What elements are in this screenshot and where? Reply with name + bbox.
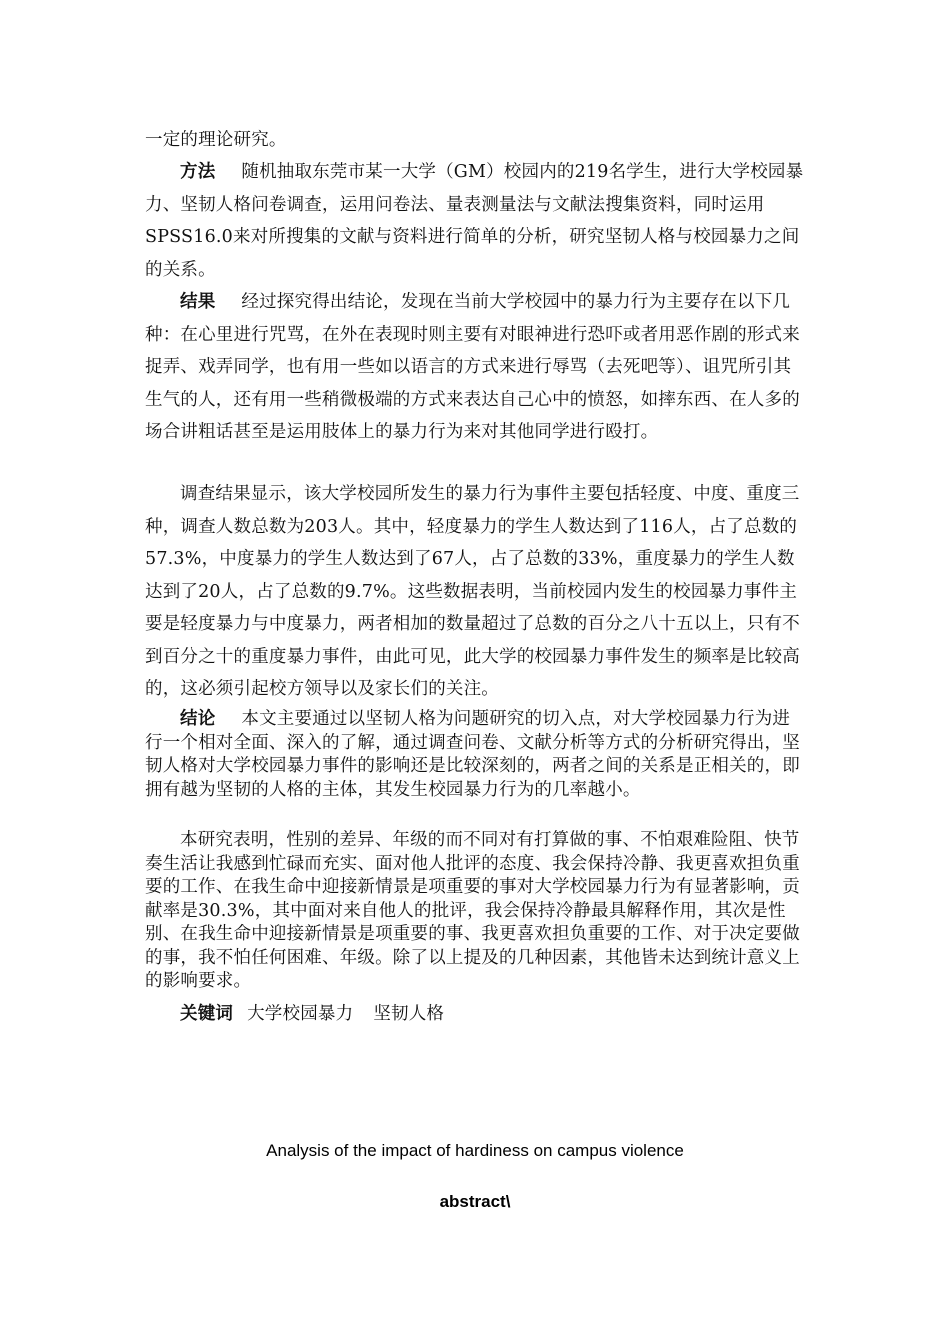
conclusion-text: 本文主要通过以坚韧人格为问题研究的切入点，对大学校园暴力行为进行一个相对全面、深入的了解，通过调查问卷、文献分析等方式的分析研究得出，坚韧人格对大学校园暴力事件的影响还是比较深刻的，两者之间的关系是正相关的，即拥有越为坚韧的人格的主体，其发生校园暴力行为的几率越小。 (145, 709, 800, 800)
continuation-text: 一定的理论研究。 (145, 130, 287, 150)
keywords-label: 关键词 (180, 1004, 234, 1024)
keyword-item: 坚韧人格 (373, 1004, 445, 1024)
survey-text: 调查结果显示，该大学校园所发生的暴力行为事件主要包括轻度、中度、重度三种，调查人数总数为203人。其中，轻度暴力的学生人数达到了116人，占了总数的57.3%，中度暴力的学生人数达到了67人，占了总数的33%，重度暴力的学生人数达到了20人，占了总数的9.7%。这些数据表明，当前校园内发生的校园暴力事件主要是轻度暴力与中度暴力，两者相加的数量超过了总数的百分之八十五以上，只有不到百分之十的重度暴力事件，由此可见，此大学的校园暴力事件发生的频率是比较高的，这必须引起校方领导以及家长们的关注。 (145, 484, 800, 699)
english-abstract-heading: abstract\ (439, 1192, 511, 1211)
continuation-paragraph (145, 124, 807, 157)
method-text: 随机抽取东莞市某一大学（GM）校园内的219名学生，进行大学校园暴力、坚韧人格问卷调查，运用问卷法、量表测量法与文献法搜集资料，同时运用SPSS16.0来对所搜集的文献与资料进行简单的分析，研究坚韧人格与校园暴力之间的关系。 (145, 162, 804, 280)
conclusion-label: 结论 (180, 709, 216, 729)
survey-paragraph (145, 478, 807, 706)
result-paragraph (145, 286, 807, 449)
conclusion-paragraph (145, 708, 807, 802)
findings-paragraph (145, 829, 807, 994)
keyword-item: 大学校园暴力 (247, 1004, 354, 1024)
keywords-line (145, 1003, 807, 1027)
english-title: Analysis of the impact of hardiness on campus violence (266, 1141, 684, 1160)
result-text: 经过探究得出结论，发现在当前大学校园中的暴力行为主要存在以下几种：在心里进行咒骂，在外在表现时则主要有对眼神进行恐吓或者用恶作剧的形式来捉弄、戏弄同学，也有用一些如以语言的方式来进行辱骂（去死吧等）、诅咒所引其生气的人，还有用一些稍微极端的方式来表达自己心中的愤怒，如摔东西、在人多的场合讲粗话甚至是运用肢体上的暴力行为来对其他同学进行殴打。 (145, 292, 800, 442)
method-paragraph (145, 156, 807, 286)
findings-text: 本研究表明，性别的差异、年级的而不同对有打算做的事、不怕艰难险阻、快节奏生活让我感到忙碌而充实、面对他人批评的态度、我会保持冷静、我更喜欢担负重要的工作、在我生命中迎接新情景是项重要的事对大学校园暴力行为有显著影响，贡献率是30.3%，其中面对来自他人的批评，我会保持冷静最具解释作用，其次是性别、在我生命中迎接新情景是项重要的事、我更喜欢担负重要的工作、对于决定要做的事，我不怕任何困难、年级。除了以上提及的几种因素，其他皆未达到统计意义上的影响要求。 (145, 830, 800, 991)
method-label: 方法 (180, 162, 216, 182)
result-label: 结果 (180, 292, 216, 312)
